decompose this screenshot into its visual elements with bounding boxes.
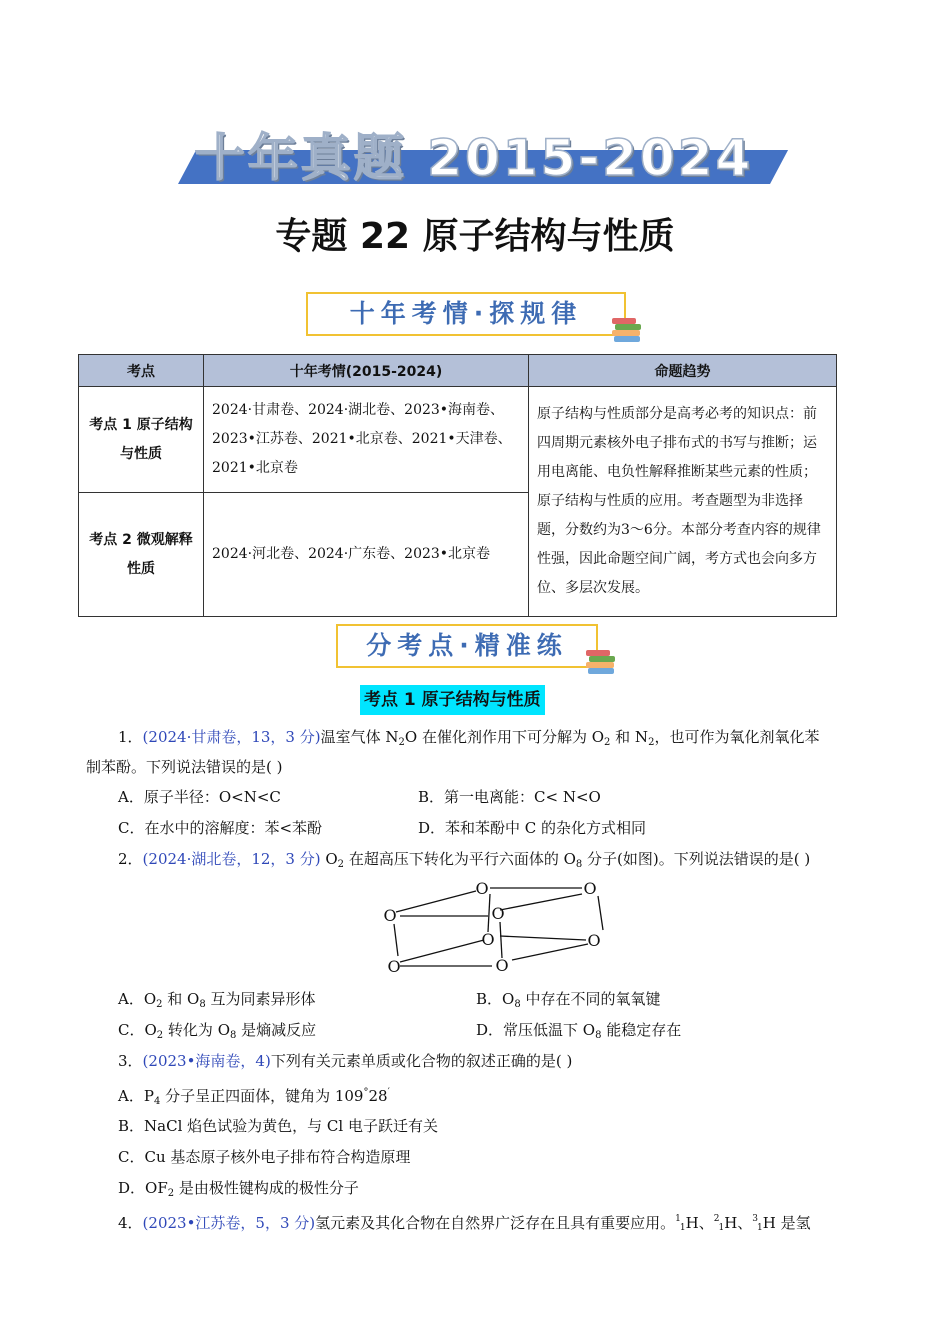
oxygen-atom-label: O bbox=[495, 956, 509, 975]
table-cell-years: 2024·河北卷、2024·广东卷、2023•北京卷 bbox=[204, 493, 529, 617]
question-2-stem: 2．(2024·湖北卷，12，3 分) $O_2$ 在超高压下转化为平行六面体的 $O_8$ 分子(如图)。下列说法错误的是( ) bbox=[118, 850, 811, 870]
option-c: C．在水中的溶解度：苯<苯酚 bbox=[118, 819, 323, 837]
books-icon bbox=[586, 650, 616, 674]
question-source: (2023•海南卷，4) bbox=[142, 1052, 271, 1070]
section-label-trends: 十年考情·探规律 bbox=[306, 292, 626, 336]
question-number: 2． bbox=[118, 850, 143, 868]
table-cell-kaodian: 考点 1 原子结构与性质 bbox=[79, 387, 204, 493]
kaodian-1-title: 考点 1 原子结构与性质 bbox=[360, 685, 545, 715]
oxygen-atom-label: O bbox=[383, 906, 397, 925]
oxygen-atom-label: O bbox=[587, 931, 601, 950]
table-cell-kaodian: 考点 2 微观解释性质 bbox=[79, 493, 204, 617]
exam-trend-table bbox=[78, 354, 837, 617]
header-banner bbox=[178, 112, 770, 188]
table-row bbox=[79, 387, 837, 493]
option-a: A．原子半径：O<N<C bbox=[118, 788, 281, 806]
oxygen-atom-label: O bbox=[475, 879, 489, 898]
books-icon bbox=[612, 318, 642, 342]
option-a: A．$O_2$ 和 $O_8$ 互为同素异形体 bbox=[118, 990, 316, 1010]
banner-text: 十年真题 2015-2024 bbox=[194, 129, 754, 187]
option-b: B．$O_8$ 中存在不同的氧氧键 bbox=[476, 990, 661, 1010]
oxygen-atom-label: O bbox=[583, 879, 597, 898]
option-d: D．苯和苯酚中 C 的杂化方式相同 bbox=[418, 819, 647, 837]
option-d: D．$OF_2$ 是由极性键构成的极性分子 bbox=[118, 1179, 359, 1199]
question-1-stem: 1．(2024·甘肃卷，13，3 分)温室气体 $N_2O$ 在催化剂作用下可分解为 $O_2$ 和 $N_2$，也可作为氧化剂氧化苯 bbox=[118, 728, 820, 748]
question-source: (2024·甘肃卷，13，3 分) bbox=[142, 728, 321, 746]
question-source: (2023•江苏卷，5，3 分) bbox=[142, 1214, 316, 1232]
oxygen-atom-label: O bbox=[491, 904, 505, 923]
table-header: 命题趋势 bbox=[529, 355, 837, 387]
question-number: 1． bbox=[118, 728, 143, 746]
question-1-stem-line2: 制苯酚。下列说法错误的是( ) bbox=[86, 758, 283, 776]
question-number: 3． bbox=[118, 1052, 143, 1070]
question-4-stem: 4．(2023•江苏卷，5，3 分)氢元素及其化合物在自然界广泛存在且具有重要应用。$^1$1H、$^2$1H、$^3$1H 是氢 bbox=[118, 1214, 811, 1233]
question-number: 4． bbox=[118, 1214, 143, 1232]
section-label-practice: 分考点·精准练 bbox=[336, 624, 598, 668]
option-a: A．$P_4$ 分子呈正四面体，键角为 109°28′ bbox=[118, 1087, 390, 1107]
oxygen-atom-label: O bbox=[387, 957, 401, 976]
oxygen-atom-label: O bbox=[481, 930, 495, 949]
table-header: 十年考情(2015-2024) bbox=[204, 355, 529, 387]
option-b: B．NaCl 焰色试验为黄色，与 Cl 电子跃迁有关 bbox=[118, 1117, 438, 1135]
table-header: 考点 bbox=[79, 355, 204, 387]
option-d: D．常压低温下 $O_8$ 能稳定存在 bbox=[476, 1021, 682, 1041]
table-cell-trend: 原子结构与性质部分是高考必考的知识点：前四周期元素核外电子排布式的书写与推断；运用电离能、电负性解释推断某些元素的性质；原子结构与性质的应用。考查题型为非选择题，分数约为3～6分。本部分考查内容的规律性强，因此命题空间广阔，考方式也会向多方位、多层次发展。 bbox=[529, 387, 837, 617]
o8-molecule-diagram bbox=[376, 874, 606, 982]
table-cell-years: 2024·甘肃卷、2024·湖北卷、2023•海南卷、2023•江苏卷、2021•北京卷、2021•天津卷、2021•北京卷 bbox=[204, 387, 529, 493]
option-b: B．第一电离能：C< N<O bbox=[418, 788, 601, 806]
question-3-stem: 3．(2023•海南卷，4)下列有关元素单质或化合物的叙述正确的是( ) bbox=[118, 1052, 573, 1070]
question-source: (2024·湖北卷，12，3 分) bbox=[142, 850, 321, 868]
option-c: C．Cu 基态原子核外电子排布符合构造原理 bbox=[118, 1148, 411, 1166]
page-title: 专题 22 原子结构与性质 bbox=[275, 216, 675, 257]
option-c: C．$O_2$ 转化为 $O_8$ 是熵减反应 bbox=[118, 1021, 317, 1041]
table-header-row bbox=[79, 355, 837, 387]
